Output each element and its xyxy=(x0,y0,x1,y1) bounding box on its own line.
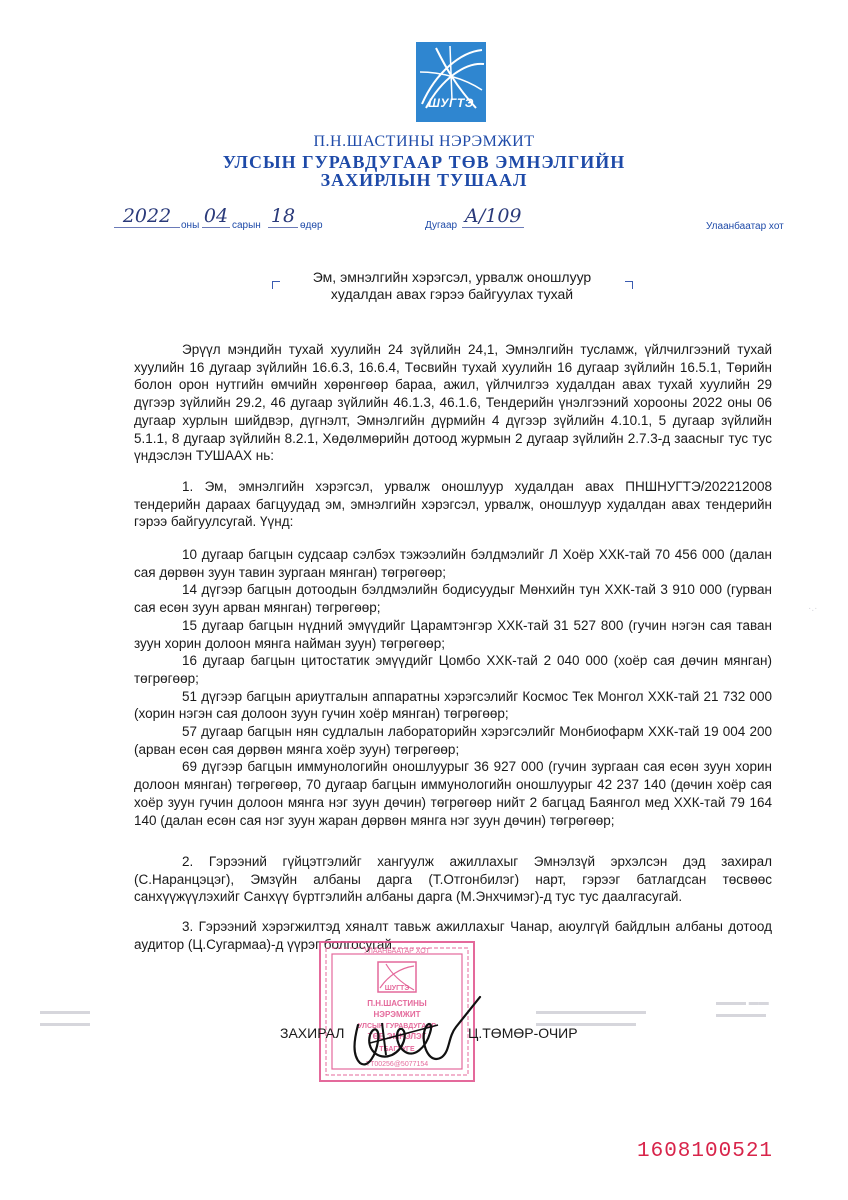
bleed-through-text: ▬▬▬▬▬▬▬▬▬▬▬ ▬▬▬▬▬▬▬▬▬▬ xyxy=(536,1006,646,1029)
preamble xyxy=(134,341,772,465)
institution-subtitle: П.Н.ШАСТИНЫ НЭРЭМЖИТ xyxy=(313,133,535,150)
item-2 xyxy=(134,853,772,906)
serial-number: 1608100521 xyxy=(637,1140,774,1163)
item-1 xyxy=(134,478,772,531)
item-3-text: 3. Гэрээний хэрэгжилтэд хяналт тавьж ажиллахыг Чанар, аюулгүй байдлын албаны дотоод аудитор (Ц.Сугармаа)-д үүрэг болгосугай. xyxy=(134,919,772,952)
stamp-line-5: ТБАГУУГЕ xyxy=(379,1046,415,1053)
number-label: Дугаар xyxy=(425,220,458,231)
subject-line-1: Эм, эмнэлгийн хэрэгсэл, урвалж оношлуур xyxy=(312,269,592,285)
handwritten-signature xyxy=(330,985,490,1075)
item-2-text: 2. Гэрээний гүйцэтгэлийг хангуулж ажиллахыг Эмнэлзүй эрхэлсэн дэд захирал (С.Наранцэцэг), Эмзүйн албаны дарга (Т.Отгонбилэг) нарт, гэрээг батлагдсан төсвөөс санхүүжүүлэхийг Санхүү бүртгэлийн албаны дарга (М.Энхчимэг)-д тус тус даалгасугай. xyxy=(134,854,772,905)
lot-item: 69 дүгээр багцын иммунологийн оношлуурыг 36 927 000 (гучин зургаан сая есөн зуун хорин долоон мянган) төгрөгөөр, 70 дугаар багцын иммунологийн оношлуурыг 42 237 140 (дөчин хоёр сая хоёр зуун гучин долоон мянга нэг зуун дөчин) төгрөгөөр нийт 2 багцад Баянгол мед ХХК-тай 79 164 140 (далан есөн сая нэг зуун жаран дөрвөн мянга нэг зуун дөчин) төгрөгөөр; xyxy=(134,759,772,828)
lots-list xyxy=(134,546,772,829)
date-year: 2022 xyxy=(114,205,180,228)
lot-item: 57 дугаар багцын нян судлалын лабораторийн хэрэгсэлийг Монбиофарм ХХК-тай 19 004 200 (арван есөн сая дөрвөн мянга хоёр зуун) төгрөгөөр; xyxy=(134,724,772,757)
city-label: Улаанбаатар хот xyxy=(706,221,784,232)
institution-name: УЛСЫН ГУРАВДУГААР ТӨВ ЭМНЭЛГИЙН xyxy=(222,152,626,172)
stamp-line-1: П.Н.ШАСТИНЫ xyxy=(367,999,427,1008)
date-month: 04 xyxy=(203,205,229,227)
stamp-line-2: НЭРЭМЖИТ xyxy=(373,1010,421,1019)
lot-item: 14 дүгээр багцын дотоодын бэлдмэлийн бодисуудыг Мөнхийн тун ХХК-тай 3 910 000 (гурван сая есөн зуун арван мянган) төгрөгөөр; xyxy=(134,582,772,616)
scan-mark: ·.· xyxy=(808,603,818,614)
lot-item: 15 дугаар багцын нүдний эмүүдийг Царамтэнгэр ХХК-тай 31 527 800 (гучин нэгэн сая таван зуун хорин долоон мянга найман зуун) төгрөгөөр; xyxy=(134,617,772,651)
bleed-through-text: ▬▬▬▬▬ ▬▬▬▬▬ xyxy=(40,1006,90,1029)
director-title: ЗАХИРАЛ xyxy=(280,1025,345,1041)
stamp-code: ТТ00256@5077154 xyxy=(365,1061,429,1068)
hospital-logo xyxy=(416,42,486,122)
year-label: оны xyxy=(181,220,200,231)
stamp-top-text: УЛААНБААТАР ХОТ xyxy=(364,948,430,955)
stamp-line-4: ТӨВ ЭМНЭЛЭГ xyxy=(367,1032,427,1041)
bleed-through-text: ▬▬▬ ▬▬ ▬▬▬▬▬ xyxy=(716,997,769,1020)
lot-item: 51 дүгээр багцын ариутгалын аппаратны хэрэгсэлийг Космос Тек Монгол ХХК-тай 21 732 000 (хорин нэгэн сая долоон зуун гучин хоёр мянган) төгрөгөөр; xyxy=(134,688,772,722)
director-name: Ц.ТӨМӨР-ОЧИР xyxy=(468,1025,578,1041)
subject-corner-right xyxy=(625,281,633,289)
order-number: А/109 xyxy=(462,205,524,228)
subject-corner-left xyxy=(272,281,280,289)
logo-text: ШУГТЭ xyxy=(428,96,474,110)
lot-item: 16 дугаар багцын цитостатик эмүүдийг Цомбо ХХК-тай 2 040 000 (хоёр сая дөчин мянган) төгрөгөөр; xyxy=(134,653,772,686)
item-1-text: 1. Эм, эмнэлгийн хэрэгсэл, урвалж оношлуур худалдан авах ПНШНУГТЭ/202212008 тендерийн дараах багцуудад эм, эмнэлгийн хэрэгсэл, урвалж, оношлуур худалдан авах тендерийн гэрээ байгуулсугай. Үүнд: xyxy=(134,479,772,530)
day-label: өдөр xyxy=(300,220,323,231)
order-subject xyxy=(280,269,624,303)
stamp-line-3: УЛСЫН ГУРАВДУГААР xyxy=(357,1023,437,1030)
month-label: сарын xyxy=(232,220,261,231)
subject-line-2: худалдан авах гэрээ байгуулах тухай xyxy=(330,286,574,302)
stamp-logo-text: ШУГТЭ xyxy=(384,985,410,992)
preamble-text: Эрүүл мэндийн тухай хуулийн 24 зүйлийн 24,1, Эмнэлгийн тусламж, үйлчилгээний тухай хуулийн 16 дугаар зүйлийн 16.6.3, 16.6.4, Төсвийн тухай хуулийн 16 дугаар зүйлийн 16.5.1, Төрийн болон орон нутгийн өмчийн хөрөнгөөр бараа, ажил, үйлчилгээ худалдан авах тухай хуулийн 29 дүгээр зүйлийн 29.2, 46 дугаар зүйлийн 46.1.3, 46.1.6, Тендерийн үнэлгээний хорооны 2022 оны 06 дугаар хурлын шийдвэр, дүгнэлт, Эмнэлгийн дүрмийн 4 дүгээр зүйлийн 4.10.1, 5 дугаар зүйлийн 5.1.1, 8 дугаар зүйлийн 8.2.1, Хөдөлмөрийн дотоод журмын 2 дугаар зүйлийн 2.7.3-д заасныг тус тус үндэслэн ТУШААХ нь: xyxy=(134,342,772,464)
date-day: 18 xyxy=(268,205,298,228)
document-title: ЗАХИРЛЫН ТУШААЛ xyxy=(320,170,528,190)
lot-item: 10 дугаар багцын судсаар сэлбэх тэжээлийн бэлдмэлийг Л Хоёр ХХК-тай 70 456 000 (далан сая дөрвөн зуун тавин зургаан мянган) төгрөгөөр; xyxy=(134,547,772,580)
